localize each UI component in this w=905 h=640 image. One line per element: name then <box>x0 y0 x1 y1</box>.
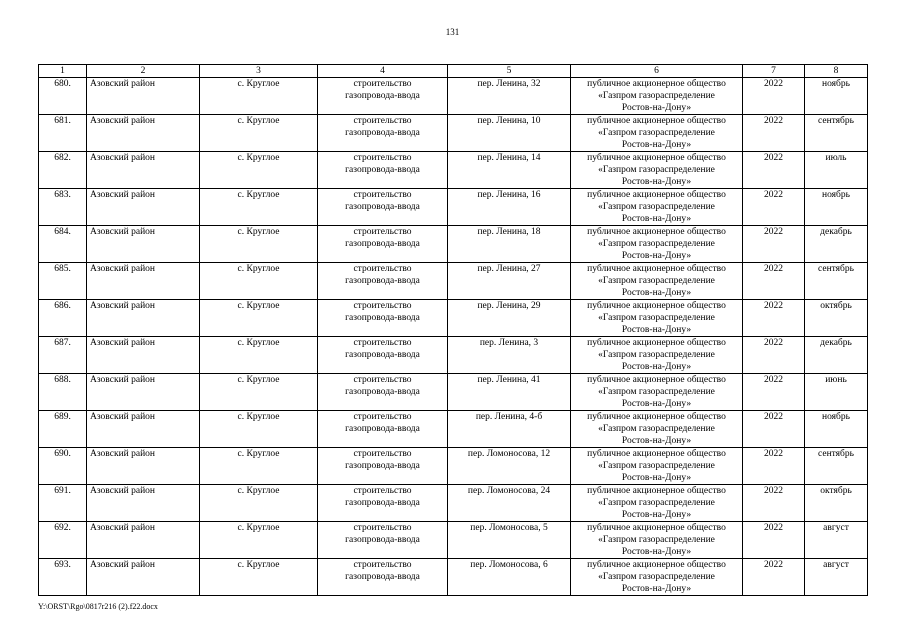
settlement-cell <box>200 485 318 522</box>
address-text: пер. Ленина, 3 <box>479 338 539 348</box>
organization-cell <box>571 559 743 596</box>
month-text: август <box>823 560 849 570</box>
month-cell <box>805 337 868 374</box>
organization-text: Ростов-на-Дону» <box>621 251 692 261</box>
settlement-text: с. Круглое <box>237 412 280 422</box>
row-number-cell <box>39 115 87 152</box>
organization-text: «Газпром газораспределение <box>598 202 715 212</box>
organization-text: Ростов-на-Дону» <box>621 288 692 298</box>
month-text: декабрь <box>820 227 852 237</box>
organization-text: «Газпром газораспределение <box>598 461 715 471</box>
year-cell <box>743 411 805 448</box>
month-cell <box>805 374 868 411</box>
organization-text: «Газпром газораспределение <box>598 91 715 101</box>
row-number-text: 681. <box>54 116 71 126</box>
table-row <box>39 485 868 522</box>
month-cell <box>805 152 868 189</box>
organization-cell <box>571 152 743 189</box>
month-text: сентябрь <box>818 449 854 459</box>
settlement-cell <box>200 263 318 300</box>
district-text: Азовский район <box>90 190 155 200</box>
row-number-cell <box>39 411 87 448</box>
organization-text: «Газпром газораспределение <box>598 387 715 397</box>
year-cell <box>743 337 805 374</box>
row-number-text: 680. <box>54 79 71 89</box>
year-text: 2022 <box>764 560 783 570</box>
organization-text: Ростов-на-Дону» <box>621 510 692 520</box>
year-text: 2022 <box>764 301 783 311</box>
district-text: Азовский район <box>90 523 155 533</box>
work-type-text: газопровода-ввода <box>345 572 420 582</box>
year-cell <box>743 78 805 115</box>
organization-cell <box>571 300 743 337</box>
column-header: 7 <box>743 65 805 78</box>
work-type-text: строительство <box>353 523 412 533</box>
table-row <box>39 522 868 559</box>
work-type-cell <box>318 263 448 300</box>
district-text: Азовский район <box>90 79 155 89</box>
district-text: Азовский район <box>90 116 155 126</box>
address-text: пер. Ломоносова, 5 <box>470 523 548 533</box>
work-type-text: строительство <box>353 264 412 274</box>
month-cell <box>805 226 868 263</box>
settlement-text: с. Круглое <box>237 375 280 385</box>
table-row <box>39 189 868 226</box>
organization-text: публичное акционерное общество <box>587 79 726 89</box>
work-type-text: строительство <box>353 375 412 385</box>
table-row <box>39 559 868 596</box>
row-number-text: 687. <box>54 338 71 348</box>
organization-text: Ростов-на-Дону» <box>621 325 692 335</box>
organization-text: «Газпром газораспределение <box>598 276 715 286</box>
district-text: Азовский район <box>90 486 155 496</box>
organization-text: Ростов-на-Дону» <box>621 399 692 409</box>
address-cell <box>448 522 571 559</box>
organization-text: Ростов-на-Дону» <box>621 547 692 557</box>
organization-text: Ростов-на-Дону» <box>621 214 692 224</box>
address-text: пер. Ленина, 16 <box>477 190 541 200</box>
work-type-text: строительство <box>353 412 412 422</box>
year-text: 2022 <box>764 227 783 237</box>
address-text: пер. Ленина, 41 <box>477 375 541 385</box>
district-text: Азовский район <box>90 560 155 570</box>
address-cell <box>448 263 571 300</box>
work-type-text: строительство <box>353 116 412 126</box>
row-number-cell <box>39 448 87 485</box>
organization-text: Ростов-на-Дону» <box>621 473 692 483</box>
organization-cell <box>571 263 743 300</box>
district-cell <box>87 152 200 189</box>
year-cell <box>743 115 805 152</box>
address-cell <box>448 152 571 189</box>
table-row <box>39 337 868 374</box>
column-header: 8 <box>805 65 868 78</box>
table-row <box>39 300 868 337</box>
organization-text: «Газпром газораспределение <box>598 424 715 434</box>
year-text: 2022 <box>764 153 783 163</box>
work-type-text: газопровода-ввода <box>345 128 420 138</box>
district-cell <box>87 263 200 300</box>
settlement-text: с. Круглое <box>237 338 280 348</box>
month-cell <box>805 300 868 337</box>
address-cell <box>448 189 571 226</box>
settlement-cell <box>200 115 318 152</box>
row-number-cell <box>39 226 87 263</box>
row-number-cell <box>39 559 87 596</box>
row-number-text: 688. <box>54 375 71 385</box>
organization-cell <box>571 522 743 559</box>
organization-text: публичное акционерное общество <box>587 560 726 570</box>
work-type-text: строительство <box>353 153 412 163</box>
month-text: сентябрь <box>818 116 854 126</box>
work-type-cell <box>318 448 448 485</box>
district-cell <box>87 78 200 115</box>
month-text: ноябрь <box>822 79 850 89</box>
district-cell <box>87 522 200 559</box>
organization-text: публичное акционерное общество <box>587 153 726 163</box>
settlement-cell <box>200 522 318 559</box>
district-text: Азовский район <box>90 338 155 348</box>
settlement-text: с. Круглое <box>237 153 280 163</box>
table-row <box>39 226 868 263</box>
row-number-text: 683. <box>54 190 71 200</box>
work-type-text: строительство <box>353 486 412 496</box>
settlement-text: с. Круглое <box>237 190 280 200</box>
work-type-cell <box>318 485 448 522</box>
month-text: октябрь <box>820 486 852 496</box>
column-header: 5 <box>448 65 571 78</box>
settlement-text: с. Круглое <box>237 486 280 496</box>
month-cell <box>805 115 868 152</box>
month-cell <box>805 78 868 115</box>
year-cell <box>743 152 805 189</box>
district-cell <box>87 337 200 374</box>
row-number-cell <box>39 189 87 226</box>
year-cell <box>743 263 805 300</box>
table-row <box>39 448 868 485</box>
work-type-cell <box>318 300 448 337</box>
organization-text: публичное акционерное общество <box>587 375 726 385</box>
district-text: Азовский район <box>90 449 155 459</box>
column-header: 3 <box>200 65 318 78</box>
year-cell <box>743 300 805 337</box>
work-type-text: газопровода-ввода <box>345 424 420 434</box>
address-cell <box>448 448 571 485</box>
register-table <box>38 64 868 596</box>
district-cell <box>87 485 200 522</box>
organization-text: «Газпром газораспределение <box>598 350 715 360</box>
address-cell <box>448 115 571 152</box>
year-text: 2022 <box>764 338 783 348</box>
organization-cell <box>571 448 743 485</box>
column-number-row <box>39 65 868 78</box>
organization-cell <box>571 115 743 152</box>
settlement-text: с. Круглое <box>237 116 280 126</box>
organization-text: «Газпром газораспределение <box>598 535 715 545</box>
row-number-text: 684. <box>54 227 71 237</box>
row-number-text: 689. <box>54 412 71 422</box>
work-type-cell <box>318 374 448 411</box>
organization-text: публичное акционерное общество <box>587 116 726 126</box>
address-cell <box>448 226 571 263</box>
work-type-cell <box>318 411 448 448</box>
address-text: пер. Ломоносова, 6 <box>470 560 548 570</box>
month-cell <box>805 411 868 448</box>
district-cell <box>87 189 200 226</box>
address-cell <box>448 337 571 374</box>
month-text: сентябрь <box>818 264 854 274</box>
organization-text: «Газпром газораспределение <box>598 128 715 138</box>
month-text: ноябрь <box>822 412 850 422</box>
year-cell <box>743 485 805 522</box>
organization-text: Ростов-на-Дону» <box>621 140 692 150</box>
address-cell <box>448 374 571 411</box>
organization-text: «Газпром газораспределение <box>598 498 715 508</box>
organization-cell <box>571 226 743 263</box>
organization-text: публичное акционерное общество <box>587 523 726 533</box>
settlement-cell <box>200 559 318 596</box>
settlement-text: с. Круглое <box>237 264 280 274</box>
work-type-text: газопровода-ввода <box>345 387 420 397</box>
address-cell <box>448 411 571 448</box>
settlement-cell <box>200 448 318 485</box>
work-type-cell <box>318 226 448 263</box>
organization-text: публичное акционерное общество <box>587 264 726 274</box>
district-text: Азовский район <box>90 375 155 385</box>
address-text: пер. Ленина, 14 <box>477 153 541 163</box>
district-text: Азовский район <box>90 227 155 237</box>
organization-text: публичное акционерное общество <box>587 449 726 459</box>
organization-text: Ростов-на-Дону» <box>621 103 692 113</box>
address-cell <box>448 559 571 596</box>
work-type-text: строительство <box>353 560 412 570</box>
settlement-text: с. Круглое <box>237 523 280 533</box>
work-type-text: строительство <box>353 301 412 311</box>
settlement-cell <box>200 152 318 189</box>
row-number-cell <box>39 300 87 337</box>
year-text: 2022 <box>764 523 783 533</box>
work-type-text: газопровода-ввода <box>345 313 420 323</box>
district-cell <box>87 374 200 411</box>
row-number-text: 690. <box>54 449 71 459</box>
year-text: 2022 <box>764 190 783 200</box>
table-row <box>39 152 868 189</box>
settlement-cell <box>200 337 318 374</box>
settlement-text: с. Круглое <box>237 227 280 237</box>
work-type-text: газопровода-ввода <box>345 498 420 508</box>
address-cell <box>448 78 571 115</box>
district-text: Азовский район <box>90 301 155 311</box>
month-text: июль <box>825 153 847 163</box>
district-cell <box>87 300 200 337</box>
work-type-text: строительство <box>353 227 412 237</box>
work-type-cell <box>318 115 448 152</box>
settlement-text: с. Круглое <box>237 560 280 570</box>
year-cell <box>743 448 805 485</box>
row-number-cell <box>39 78 87 115</box>
month-cell <box>805 189 868 226</box>
year-cell <box>743 522 805 559</box>
month-cell <box>805 485 868 522</box>
address-text: пер. Ленина, 4-б <box>475 412 543 422</box>
year-cell <box>743 559 805 596</box>
address-cell <box>448 300 571 337</box>
work-type-cell <box>318 189 448 226</box>
table-row <box>39 78 868 115</box>
table-row <box>39 411 868 448</box>
work-type-text: строительство <box>353 79 412 89</box>
settlement-cell <box>200 300 318 337</box>
address-cell <box>448 485 571 522</box>
row-number-cell <box>39 374 87 411</box>
row-number-text: 682. <box>54 153 71 163</box>
row-number-text: 685. <box>54 264 71 274</box>
address-text: пер. Ленина, 32 <box>477 79 541 89</box>
row-number-text: 692. <box>54 523 71 533</box>
address-text: пер. Ленина, 27 <box>477 264 541 274</box>
month-text: декабрь <box>820 338 852 348</box>
year-text: 2022 <box>764 79 783 89</box>
work-type-cell <box>318 152 448 189</box>
work-type-text: газопровода-ввода <box>345 350 420 360</box>
address-text: пер. Ленина, 18 <box>477 227 541 237</box>
month-cell <box>805 263 868 300</box>
work-type-text: газопровода-ввода <box>345 91 420 101</box>
address-text: пер. Ленина, 10 <box>477 116 541 126</box>
row-number-text: 686. <box>54 301 71 311</box>
row-number-cell <box>39 337 87 374</box>
year-cell <box>743 226 805 263</box>
row-number-cell <box>39 152 87 189</box>
organization-text: публичное акционерное общество <box>587 301 726 311</box>
work-type-text: газопровода-ввода <box>345 165 420 175</box>
organization-text: публичное акционерное общество <box>587 486 726 496</box>
year-text: 2022 <box>764 412 783 422</box>
work-type-text: газопровода-ввода <box>345 535 420 545</box>
address-text: пер. Ломоносова, 24 <box>467 486 551 496</box>
organization-text: «Газпром газораспределение <box>598 239 715 249</box>
settlement-cell <box>200 189 318 226</box>
work-type-text: строительство <box>353 449 412 459</box>
year-text: 2022 <box>764 486 783 496</box>
year-text: 2022 <box>764 449 783 459</box>
year-text: 2022 <box>764 375 783 385</box>
row-number-text: 691. <box>54 486 71 496</box>
district-cell <box>87 226 200 263</box>
organization-text: публичное акционерное общество <box>587 190 726 200</box>
settlement-text: с. Круглое <box>237 79 280 89</box>
work-type-text: строительство <box>353 190 412 200</box>
settlement-cell <box>200 78 318 115</box>
work-type-text: газопровода-ввода <box>345 276 420 286</box>
work-type-text: строительство <box>353 338 412 348</box>
organization-text: публичное акционерное общество <box>587 227 726 237</box>
month-text: июнь <box>825 375 847 385</box>
table-row <box>39 115 868 152</box>
district-text: Азовский район <box>90 153 155 163</box>
work-type-text: газопровода-ввода <box>345 202 420 212</box>
organization-cell <box>571 78 743 115</box>
row-number-cell <box>39 485 87 522</box>
settlement-cell <box>200 374 318 411</box>
organization-text: Ростов-на-Дону» <box>621 584 692 594</box>
document-file-path: Y:\ORST\Rgo\0817r216 (2).f22.docx <box>38 602 158 611</box>
organization-text: Ростов-на-Дону» <box>621 362 692 372</box>
row-number-cell <box>39 263 87 300</box>
district-cell <box>87 411 200 448</box>
district-text: Азовский район <box>90 264 155 274</box>
row-number-text: 693. <box>54 560 71 570</box>
month-cell <box>805 522 868 559</box>
column-header: 6 <box>571 65 743 78</box>
organization-text: «Газпром газораспределение <box>598 165 715 175</box>
settlement-cell <box>200 411 318 448</box>
address-text: пер. Ломоносова, 12 <box>467 449 551 459</box>
organization-cell <box>571 485 743 522</box>
organization-text: «Газпром газораспределение <box>598 313 715 323</box>
organization-cell <box>571 374 743 411</box>
settlement-cell <box>200 226 318 263</box>
organization-text: Ростов-на-Дону» <box>621 436 692 446</box>
organization-cell <box>571 337 743 374</box>
organization-cell <box>571 189 743 226</box>
district-cell <box>87 115 200 152</box>
month-text: октябрь <box>820 301 852 311</box>
organization-cell <box>571 411 743 448</box>
year-text: 2022 <box>764 264 783 274</box>
organization-text: Ростов-на-Дону» <box>621 177 692 187</box>
month-text: ноябрь <box>822 190 850 200</box>
row-number-cell <box>39 522 87 559</box>
table-row <box>39 263 868 300</box>
table-row <box>39 374 868 411</box>
month-cell <box>805 559 868 596</box>
year-text: 2022 <box>764 116 783 126</box>
address-text: пер. Ленина, 29 <box>477 301 541 311</box>
work-type-cell <box>318 522 448 559</box>
month-cell <box>805 448 868 485</box>
organization-text: публичное акционерное общество <box>587 412 726 422</box>
work-type-cell <box>318 337 448 374</box>
work-type-cell <box>318 559 448 596</box>
year-cell <box>743 189 805 226</box>
district-text: Азовский район <box>90 412 155 422</box>
settlement-text: с. Круглое <box>237 301 280 311</box>
column-header: 2 <box>87 65 200 78</box>
page-number: 131 <box>445 27 460 37</box>
column-header: 4 <box>318 65 448 78</box>
work-type-text: газопровода-ввода <box>345 239 420 249</box>
work-type-cell <box>318 78 448 115</box>
district-cell <box>87 448 200 485</box>
district-cell <box>87 559 200 596</box>
organization-text: публичное акционерное общество <box>587 338 726 348</box>
settlement-text: с. Круглое <box>237 449 280 459</box>
year-cell <box>743 374 805 411</box>
column-header: 1 <box>39 65 87 78</box>
month-text: август <box>823 523 849 533</box>
organization-text: «Газпром газораспределение <box>598 572 715 582</box>
work-type-text: газопровода-ввода <box>345 461 420 471</box>
